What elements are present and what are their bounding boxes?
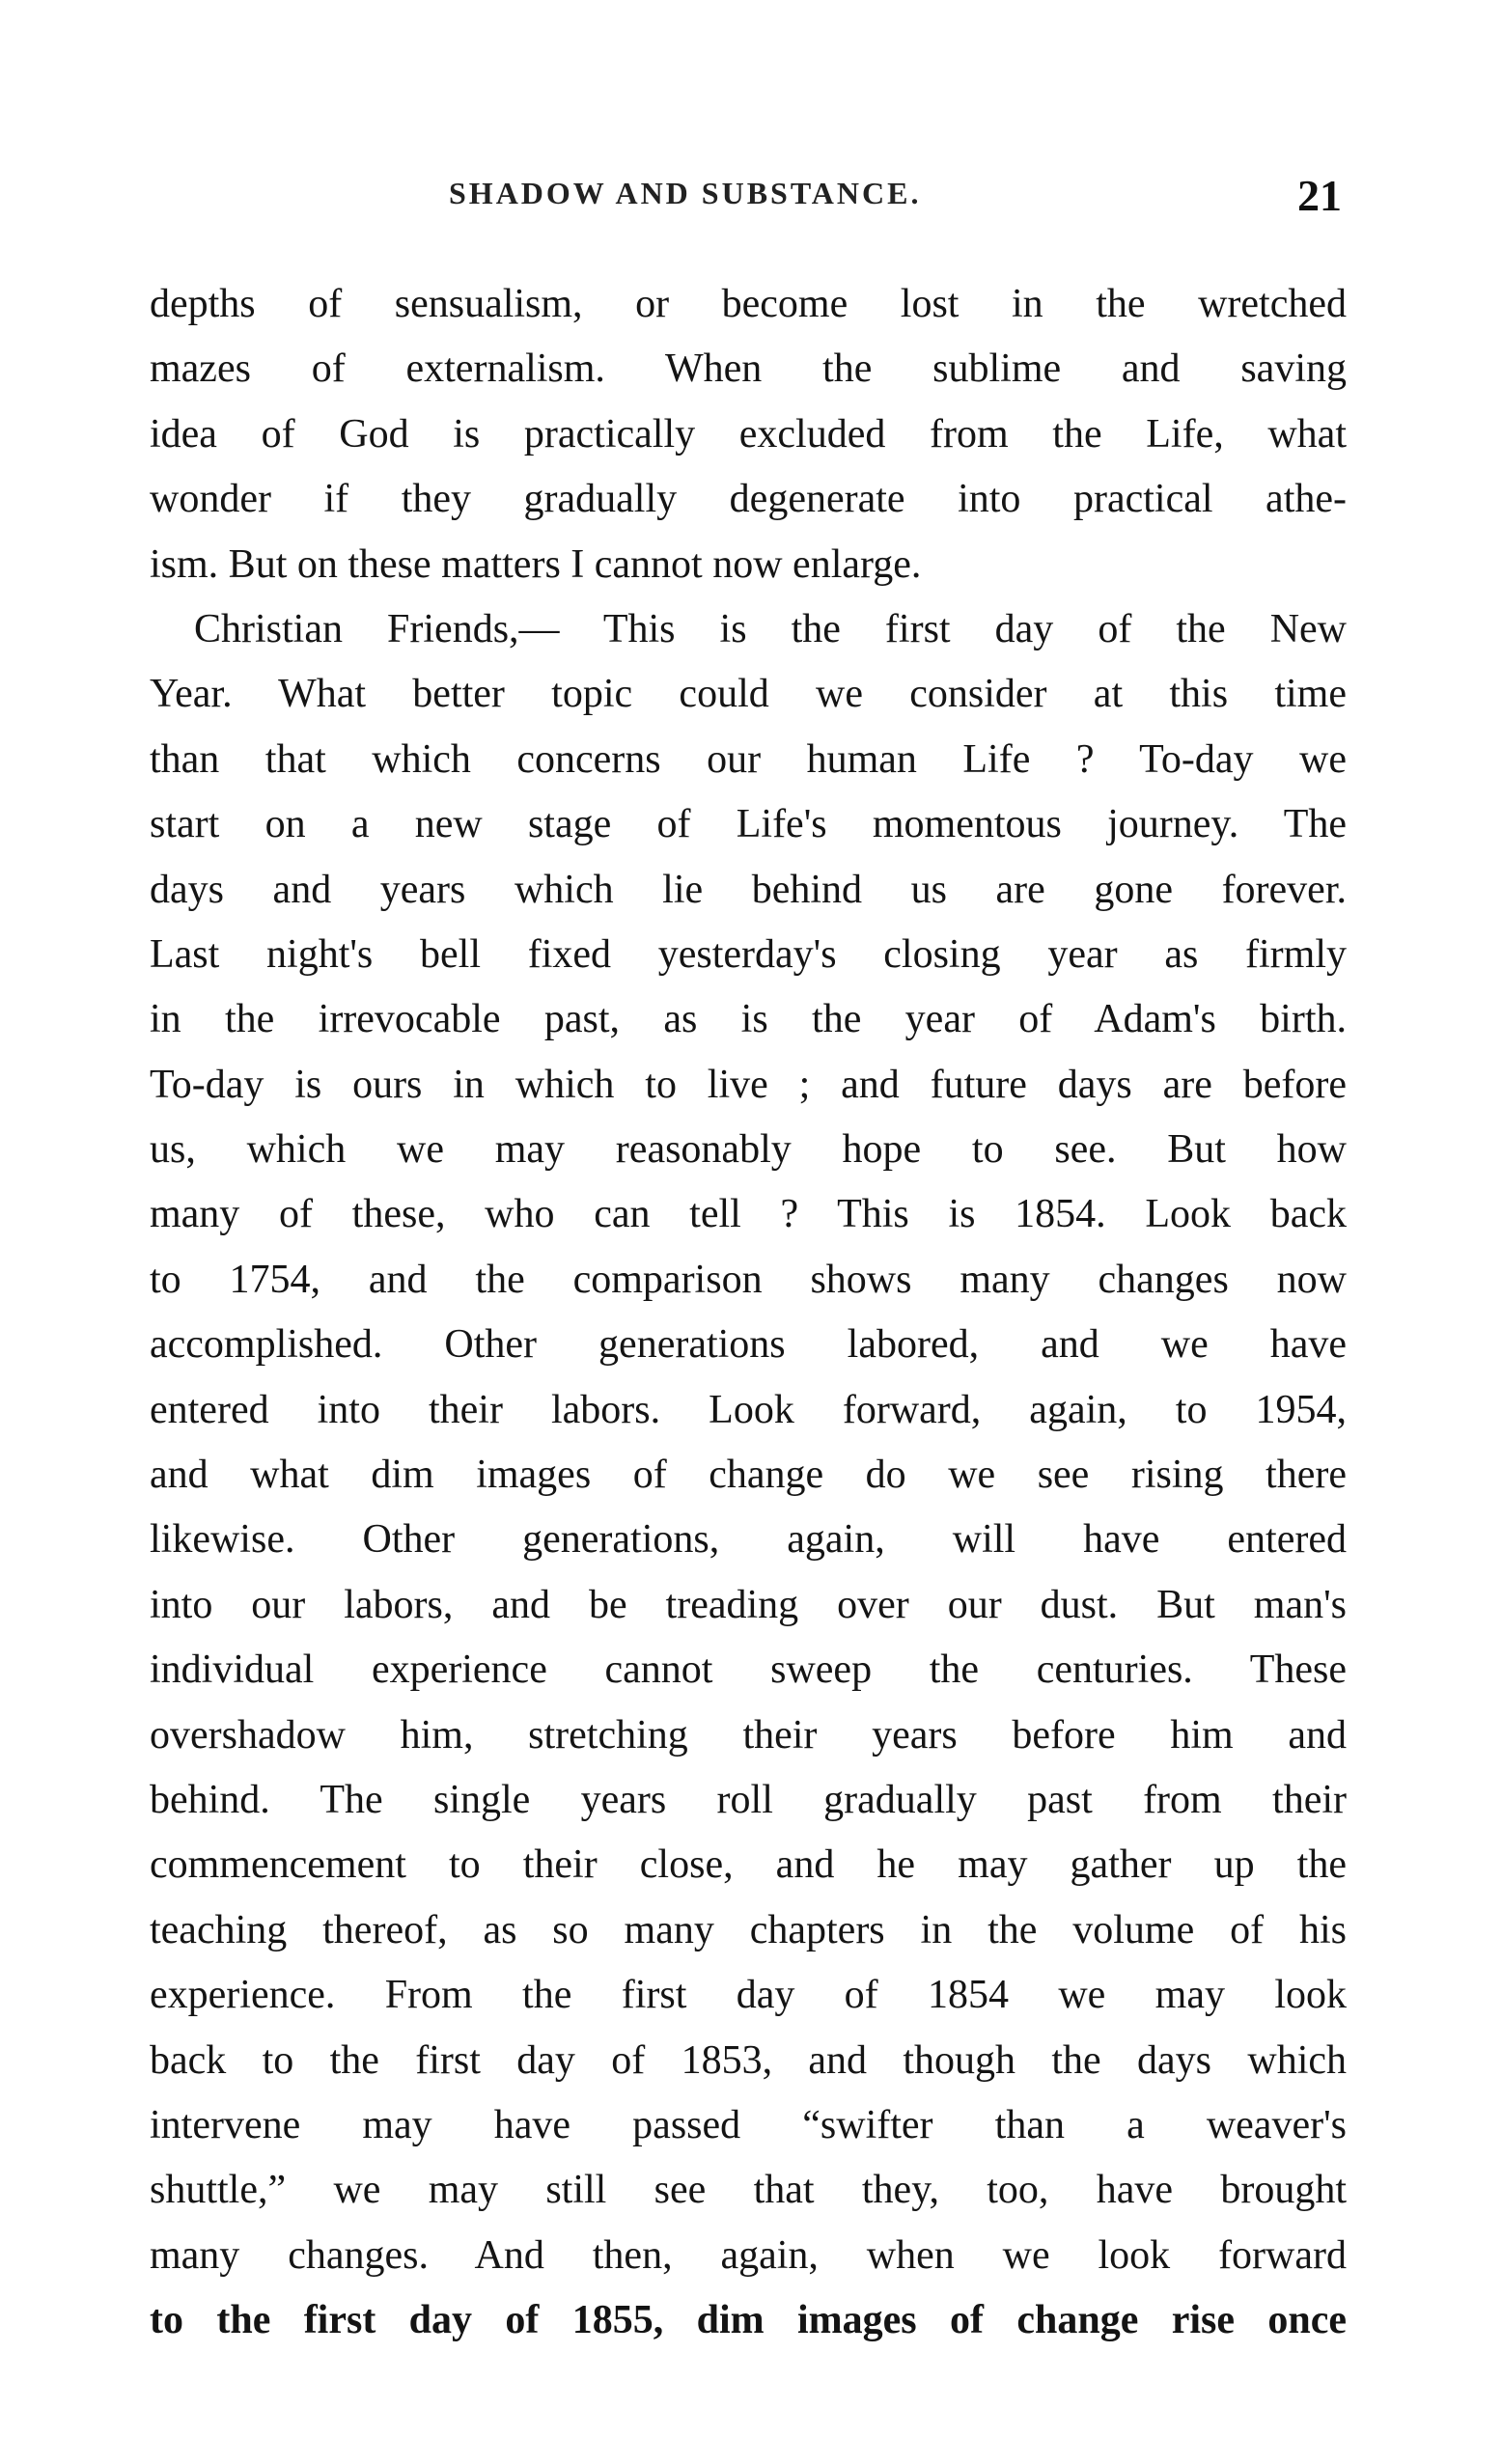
text-line: and what dim images of change do we see rising there [150,1453,1347,1498]
text-line: accomplished. Other generations labored, and we have [150,1322,1347,1368]
text-line: overshadow him, stretching their years before him and [150,1712,1347,1758]
text-line: days and years which lie behind us are gone forever. [150,867,1347,912]
text-line: idea of God is practically excluded from the Life, what [150,411,1347,457]
text-line: to 1754, and the comparison shows many changes now [150,1257,1347,1302]
text-line: than that which concerns our human Life ? To-day we [150,736,1347,782]
text-line: teaching thereof, as so many chapters in the volume of his [150,1907,1347,1952]
text-line: To-day is ours in which to live ; and future days are before [150,1062,1347,1107]
text-line: into our labors, and be treading over our dust. But man's [150,1582,1347,1627]
body-text [150,272,1347,2354]
running-head [150,170,1342,218]
text-line: shuttle,” we may still see that they, too, have brought [150,2168,1347,2213]
text-line: many changes. And then, again, when we look forward [150,2232,1347,2278]
text-line: ism. But on these matters I cannot now enlarge. [150,541,922,587]
page-number: 21 [1297,171,1342,220]
text-line: to the first day of 1855, dim images of change rise once [150,2298,1347,2343]
text-line: many of these, who can tell ? This is 1854. Look back [150,1192,1347,1237]
text-line: experience. From the first day of 1854 we may look [150,1973,1347,2018]
text-line: wonder if they gradually degenerate into practical athe- [150,477,1347,522]
text-line: depths of sensualism, or become lost in the wretched [150,282,1347,326]
text-line: Year. What better topic could we consider at this time [150,672,1347,717]
text-line: likewise. Other generations, again, will have entered [150,1517,1347,1563]
text-line: intervene may have passed “swifter than a weaver's [150,2102,1347,2147]
text-line: in the irrevocable past, as is the year of Adam's birth. [150,997,1347,1042]
text-line: commencement to their close, and he may gather up the [150,1842,1347,1888]
text-line: behind. The single years roll gradually past from their [150,1777,1347,1822]
text-line: Last night's bell fixed yesterday's closing year as firmly [150,931,1347,977]
text-line: entered into their labors. Look forward, again, to 1954, [150,1387,1347,1432]
text-line: back to the first day of 1853, and though the days which [150,2037,1347,2083]
text-line: start on a new stage of Life's momentous journey. The [150,802,1347,847]
text-line: individual experience cannot sweep the centuries. These [150,1647,1347,1693]
text-line: mazes of externalism. When the sublime and saving [150,346,1347,392]
running-title: SHADOW AND SUBSTANCE. [449,176,922,210]
text-line: Christian Friends,— This is the first day of the New [194,606,1347,651]
text-line: us, which we may reasonably hope to see. But how [150,1127,1347,1173]
